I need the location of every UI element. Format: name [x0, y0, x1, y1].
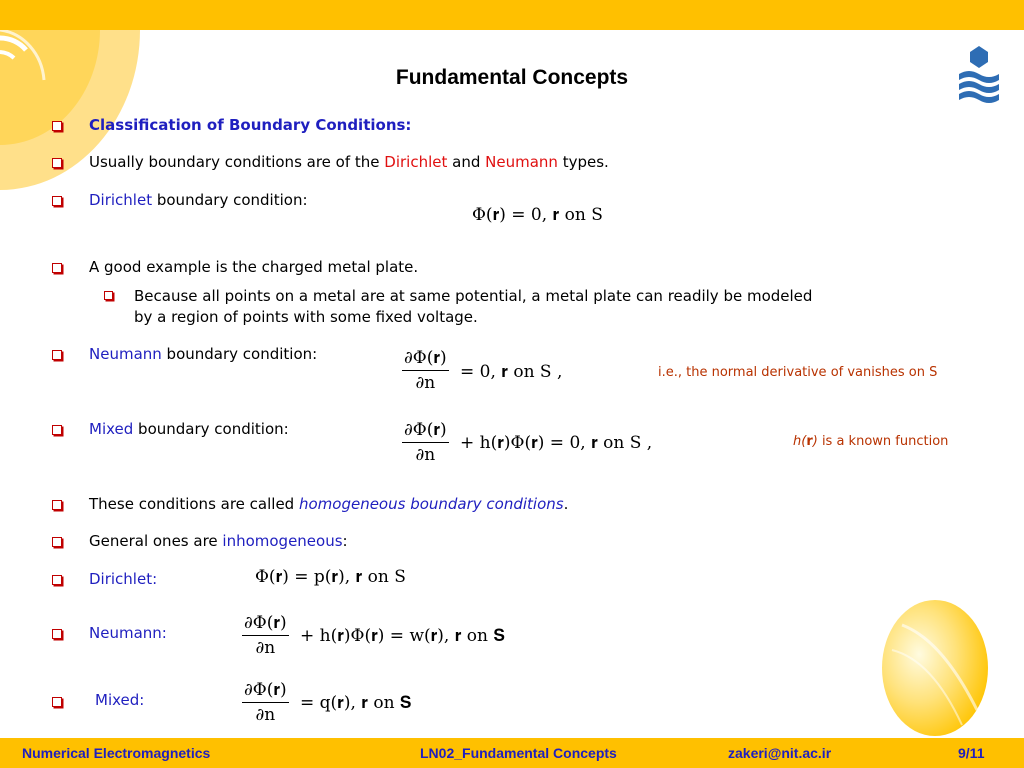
bullet-text: types.	[557, 153, 609, 171]
bullet-neumann-inhom: Neumann:	[89, 624, 167, 642]
mixed-inhom-equation: = q(𝐫), 𝐫 on 𝐒	[300, 693, 412, 713]
fraction-denominator: ∂n	[255, 638, 276, 658]
dirichlet-term: Dirichlet	[89, 191, 153, 209]
bullet-text: These conditions are called	[89, 495, 299, 513]
checkbox-bullet-icon	[52, 575, 62, 585]
checkbox-bullet-icon	[52, 263, 62, 273]
bullet-text: boundary condition:	[152, 191, 308, 209]
checkbox-bullet-icon	[104, 291, 113, 300]
bullet-text: .	[563, 495, 569, 513]
fraction-numerator: ∂Φ(𝐫)	[242, 613, 289, 636]
bullet-text: boundary condition:	[133, 420, 289, 438]
checkbox-bullet-icon	[52, 697, 62, 707]
dirichlet-term: Dirichlet	[384, 153, 448, 171]
checkbox-bullet-icon	[52, 537, 62, 547]
note-r: r	[806, 434, 813, 449]
fraction-denominator: ∂n	[415, 373, 436, 393]
checkbox-bullet-icon	[52, 121, 62, 131]
section-heading: Classification of Boundary Conditions:	[89, 116, 412, 134]
page-title: Fundamental Concepts	[395, 66, 629, 89]
note-close: )	[812, 434, 818, 449]
note-rest: is a known function	[817, 434, 949, 449]
bullet-dirichlet-inhom: Dirichlet:	[89, 570, 158, 588]
footer-email: zakeri@nit.ac.ir	[728, 745, 832, 761]
bullet-text: Usually boundary conditions are of the	[89, 153, 385, 171]
footer-page-number: 9/11	[958, 745, 985, 761]
footer-course: Numerical Electromagnetics	[22, 745, 211, 761]
checkbox-bullet-icon	[52, 350, 62, 360]
bullet-neumann	[89, 344, 317, 365]
sub-bullet-line1: Because all points on a metal are at same potential, a metal plate can readily be modeled	[134, 287, 813, 305]
bullet-dirichlet	[89, 190, 308, 211]
mixed-inhom-fraction	[242, 680, 289, 725]
mixed-equation: + h(𝐫)Φ(𝐫) = 0, 𝐫 on S ,	[460, 433, 653, 453]
homogeneous-term: homogeneous boundary conditions	[298, 495, 564, 513]
inhomogeneous-term: inhomogeneous	[222, 532, 343, 550]
neumann-term: Neumann	[89, 345, 162, 363]
bullet-mixed-inhom: Mixed:	[95, 691, 145, 709]
neumann-fraction	[402, 348, 449, 393]
neumann-inhom-equation: + h(𝐫)Φ(𝐫) = w(𝐫), 𝐫 on 𝐒	[300, 626, 505, 646]
dirichlet-inhom-equation: Φ(𝐫) = p(𝐫), 𝐫 on S	[255, 567, 406, 587]
mixed-fraction	[402, 420, 449, 465]
checkbox-bullet-icon	[52, 158, 62, 168]
bullet-text: boundary condition:	[161, 345, 318, 363]
top-bar	[0, 0, 1024, 30]
checkbox-bullet-icon	[52, 500, 62, 510]
footer-lecture: LN02_Fundamental Concepts	[420, 745, 617, 761]
bullet-homogeneous	[89, 494, 568, 515]
neumann-equation: = 0, 𝐫 on S ,	[460, 362, 563, 382]
neumann-term: Neumann	[485, 153, 558, 171]
bullet-example: A good example is the charged metal plate.	[89, 258, 419, 276]
bullet-text: and	[447, 153, 486, 171]
checkbox-bullet-icon	[52, 196, 62, 206]
bullet-text: General ones are	[89, 532, 223, 550]
neumann-note: i.e., the normal derivative of vanishes on S	[658, 365, 938, 380]
sub-bullet-line2: by a region of points with some fixed voltage.	[134, 308, 478, 326]
mixed-term: Mixed	[89, 420, 134, 438]
bullet-types	[89, 152, 609, 173]
checkbox-bullet-icon	[52, 425, 62, 435]
neumann-inhom-fraction	[242, 613, 289, 658]
fraction-numerator: ∂Φ(𝐫)	[402, 348, 449, 371]
mixed-note	[793, 434, 948, 449]
fraction-numerator: ∂Φ(𝐫)	[242, 680, 289, 703]
yellow-orb-decoration	[882, 600, 988, 736]
note-function: h(	[793, 434, 807, 449]
checkbox-bullet-icon	[52, 629, 62, 639]
fraction-denominator: ∂n	[255, 705, 276, 725]
bullet-text: :	[342, 532, 348, 550]
bullet-inhomogeneous	[89, 531, 348, 552]
fraction-numerator: ∂Φ(𝐫)	[402, 420, 449, 443]
dirichlet-equation: Φ(𝐫) = 0, 𝐫 on S	[472, 205, 603, 225]
bullet-mixed	[89, 419, 289, 440]
fraction-denominator: ∂n	[415, 445, 436, 465]
